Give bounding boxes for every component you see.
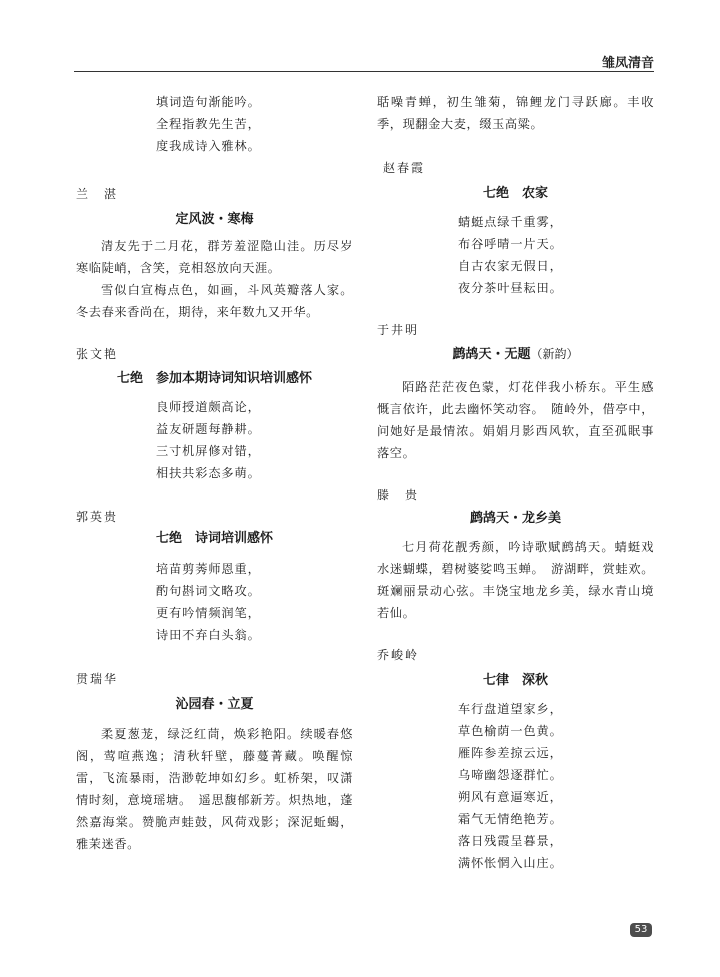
poem-title-text: 鹧鸪天・无题 (452, 347, 531, 362)
right-column (377, 91, 654, 874)
poem-title: 沁园春・立夏 (175, 697, 254, 712)
verse-line: 度我成诗入雅林。 (156, 139, 261, 153)
poem-author: 赵春霞 (383, 161, 426, 175)
poem-author: 张文艳 (76, 347, 119, 361)
verse-line: 落日残霞呈暮景， (458, 834, 563, 848)
poem-title: 七绝 参加本期诗词知识培训感怀 (116, 371, 312, 386)
poem-title: 鹧鸪天・龙乡美 (469, 511, 561, 526)
verse-line: 夜分茶叶昼耘田。 (458, 281, 563, 295)
poem-author: 乔峻岭 (377, 648, 420, 662)
verse-line: 良师授道颇高论， (156, 400, 261, 414)
verse-line: 自古农家无假日， (458, 259, 563, 273)
poem-paragraph: 清友先于二月花，群芳羞涩隐山洼。历尽岁寒临陡峭，含笑，竞相怒放向天涯。 (76, 239, 353, 275)
poem-paragraph: 聒噪青蝉，初生雏菊，锦鲤龙门寻跃廊。丰收季，现翻金大麦，缀玉高粱。 (377, 95, 654, 131)
poem-paragraph: 七月荷花靓秀颜，吟诗歌赋鹧鸪天。蜻蜓戏水迷蝴蝶，碧树婆娑鸣玉蝉。 游湖畔，赏蛙欢。斑斓丽景动心弦。丰饶宝地龙乡美，绿水青山境若仙。 (377, 540, 654, 620)
verse-line: 草色榆荫一色黄。 (458, 724, 563, 738)
poem-author: 滕 贵 (377, 488, 420, 502)
poem-title: 七绝 农家 (482, 186, 548, 201)
verse-line: 布谷呼晴一片天。 (458, 237, 563, 251)
verse-line: 朔风有意逼寒近， (458, 790, 563, 804)
poem-author: 贯瑞华 (76, 672, 119, 686)
header-divider (74, 71, 654, 72)
poem-paragraph: 陌路茫茫夜色蒙，灯花伴我小桥东。平生感慨言依许，此去幽怀笑动容。 随岭外，借亭中，问她好是最情浓。娟娟月影西风软，直至孤眠事落空。 (377, 380, 654, 460)
verse-line: 满怀怅惘入山庄。 (458, 856, 563, 870)
poem-paragraph: 柔夏葱茏，绿泛红茼，焕彩艳阳。续暖春悠阁，莺喧燕逸；清秋轩壁，藤蔓菁藏。唤醒惊雷，飞流暴雨，浩渺乾坤如幻乡。虹桥架，叹潇情时刻，意境瑶塘。 遥思馥郁新芳。炽热地，蓬然嘉海棠。赞脆声蛙鼓，风荷戏影；深泥蚯蝎，雅茉迷香。 (76, 727, 353, 851)
poem-author: 兰 湛 (76, 187, 119, 201)
verse-line: 霜气无情绝艳芳。 (458, 812, 563, 826)
verse-line: 雁阵参差掠云远， (458, 746, 563, 760)
poem-author: 郭英贵 (76, 510, 119, 524)
verse-line: 三寸机屏修对错， (156, 444, 261, 458)
verse-line: 蜻蜓点绿千重雾， (458, 215, 563, 229)
verse-line: 全程指教先生苦， (156, 117, 261, 131)
verse-line: 诗田不弃白头翁。 (156, 628, 261, 642)
poem-author: 于井明 (377, 323, 420, 337)
verse-line: 培苗剪莠师恩重， (156, 562, 261, 576)
poem-title: 定风波・寒梅 (175, 212, 254, 227)
magazine-section-title: 雏凤清音 (601, 56, 654, 71)
poem-paragraph: 雪似白宣梅点色，如画，斗风英瓣落人家。冬去春来香尚在，期待，来年数九又开华。 (76, 283, 353, 319)
verse-line: 车行盘道望家乡， (458, 702, 563, 716)
verse-line: 乌啼幽怨逐群忙。 (458, 768, 563, 782)
poem-title-note: （新韵） (530, 347, 579, 361)
verse-line: 填词造句渐能吟。 (156, 95, 261, 109)
verse-line: 酌句斟词文略攻。 (156, 584, 261, 598)
poem-title: 七律 深秋 (482, 673, 548, 688)
poem-title: 七绝 诗词培训感怀 (155, 531, 273, 546)
verse-line: 益友研题每静耕。 (156, 422, 261, 436)
verse-line: 相扶共彩态多萌。 (156, 466, 261, 480)
poem-title (377, 343, 654, 366)
left-column (76, 91, 353, 855)
verse-line: 更有吟情频润笔， (156, 606, 261, 620)
page-number-badge: 53 (630, 923, 652, 937)
